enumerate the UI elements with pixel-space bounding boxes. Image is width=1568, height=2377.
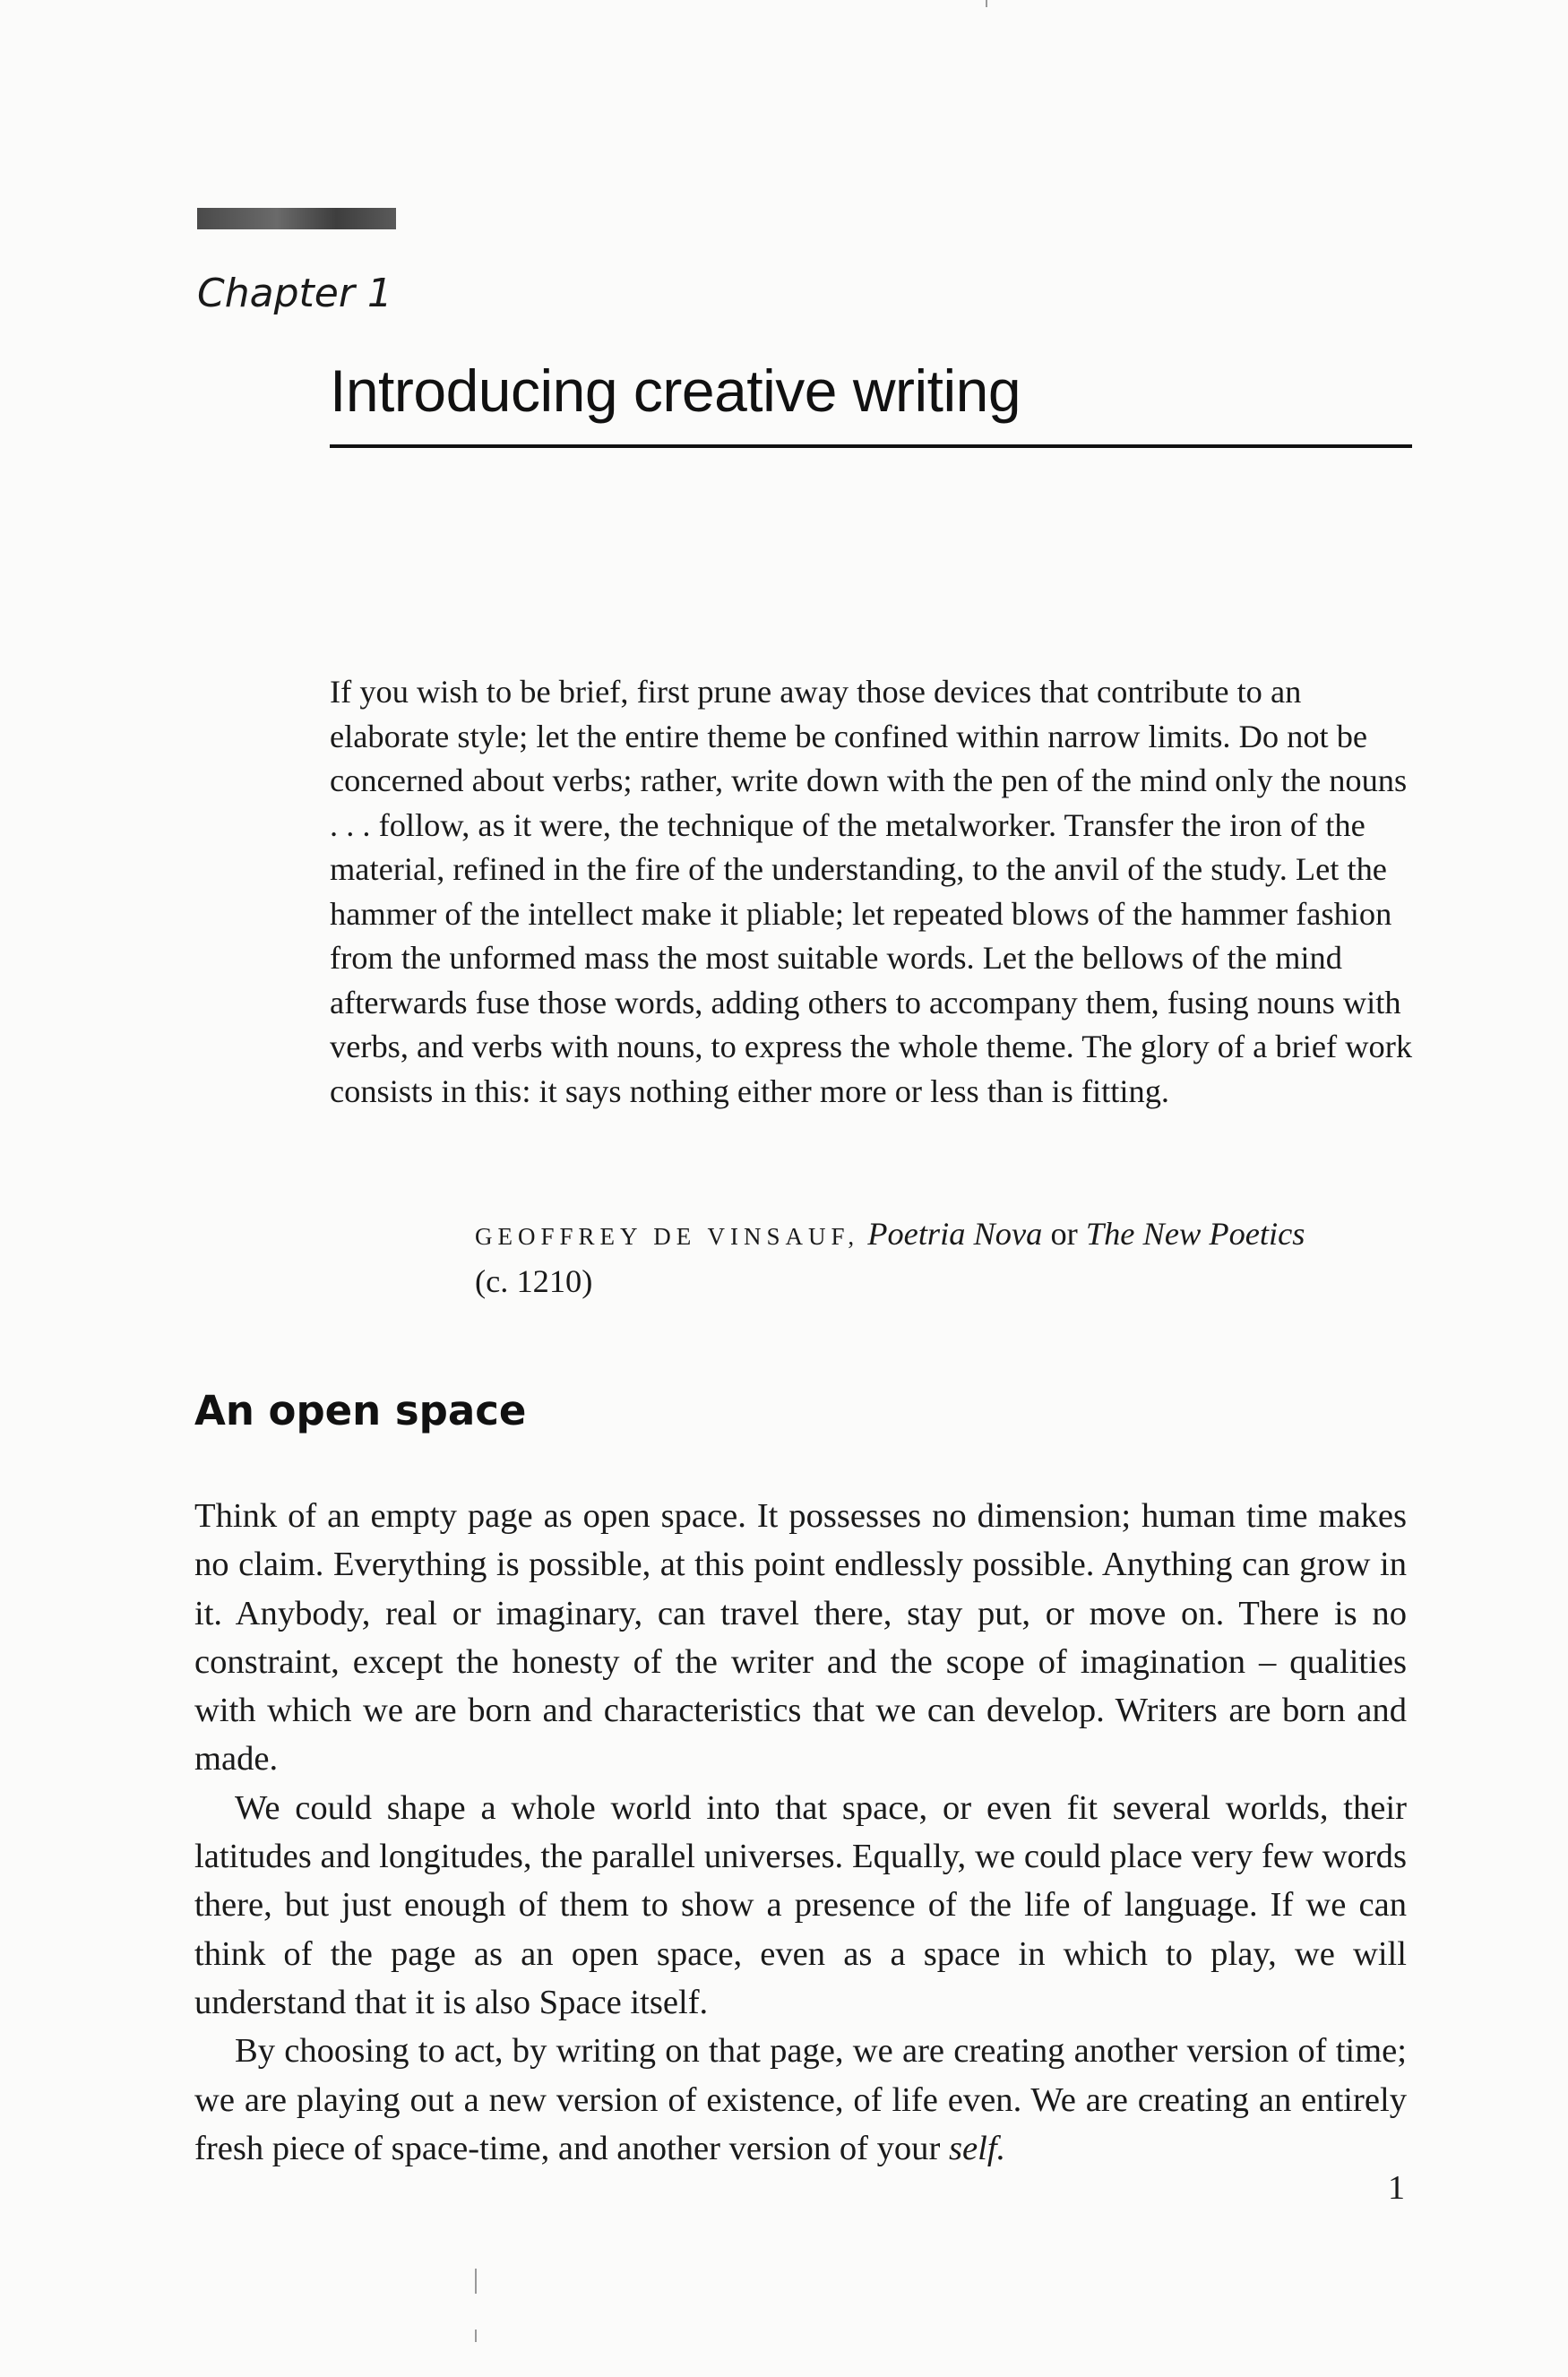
last-paragraph-text: By choosing to act, by writing on that page, we are creating another version of time; we are playing out a new version of existence, of life even. We are creating an entirely fresh piece of space-time, and another version of your [194,2032,1407,2167]
epigraph-work-title: Poetria Nova [867,1216,1043,1252]
epigraph-attribution [475,1211,1416,1304]
chapter-label: Chapter 1 [197,271,392,316]
body-paragraph-last [194,2027,1407,2173]
section-body [194,1492,1407,2173]
epigraph-conjunction: or [1050,1216,1078,1252]
body-paragraph: We could shape a whole world into that space, or even fit several worlds, their latitudes and longitudes, the parallel universes. Equally, we could place very few words there, but just enough of them to show a presence of the life of language. If we can think of the page as an open space, even as a space in which to play, we will understand that it is also Space itself. [194,1788,1407,2021]
chapter-title: Introducing creative writing [330,357,1021,424]
scan-speck [475,2330,477,2342]
epigraph-date: (c. 1210) [475,1263,593,1299]
title-underline-rule [330,444,1412,448]
epigraph [330,670,1414,1114]
scan-speck [475,2269,477,2294]
page-number: 1 [1388,2169,1405,2207]
epigraph-work-alt-title: The New Poetics [1085,1216,1305,1252]
section-heading: An open space [194,1387,527,1434]
epigraph-text: If you wish to be brief, first prune away those devices that contribute to an elaborate style; let the entire theme be confined within narrow limits. Do not be concerned about verbs; rather, write down with the pen of the mind only the nouns . . . follow, as it were, the technique of the metalworker. Transfer the iron of the material, refined in the fire of the understanding, to the anvil of the study. Let the hammer of the intellect make it pliable; let repeated blows of the hammer fashion from the unformed mass the most suitable words. Let the bellows of the mind afterwards fuse those words, adding others to accompany them, fusing nouns with verbs, and verbs with nouns, to express the whole theme. The glory of a brief work consists in this: it says nothing either more or less than is fitting. [330,674,1413,1109]
chapter-marker-bar [197,208,396,229]
body-paragraph: Think of an empty page as open space. It possesses no dimension; human time makes no claim. Everything is possible, at this point endlessly possible. Anything can grow in it. Anybody, real or imaginary, can travel there, stay put, or move on. There is no constraint, except the honesty of the writer and the scope of imagination – qualities with which we are born and characteristics that we can develop. Writers are born and made. [194,1497,1407,1778]
last-paragraph-emphasis: self. [948,2129,1006,2167]
epigraph-author: GEOFFREY DE VINSAUF, [475,1223,860,1250]
scan-speck [986,0,987,7]
